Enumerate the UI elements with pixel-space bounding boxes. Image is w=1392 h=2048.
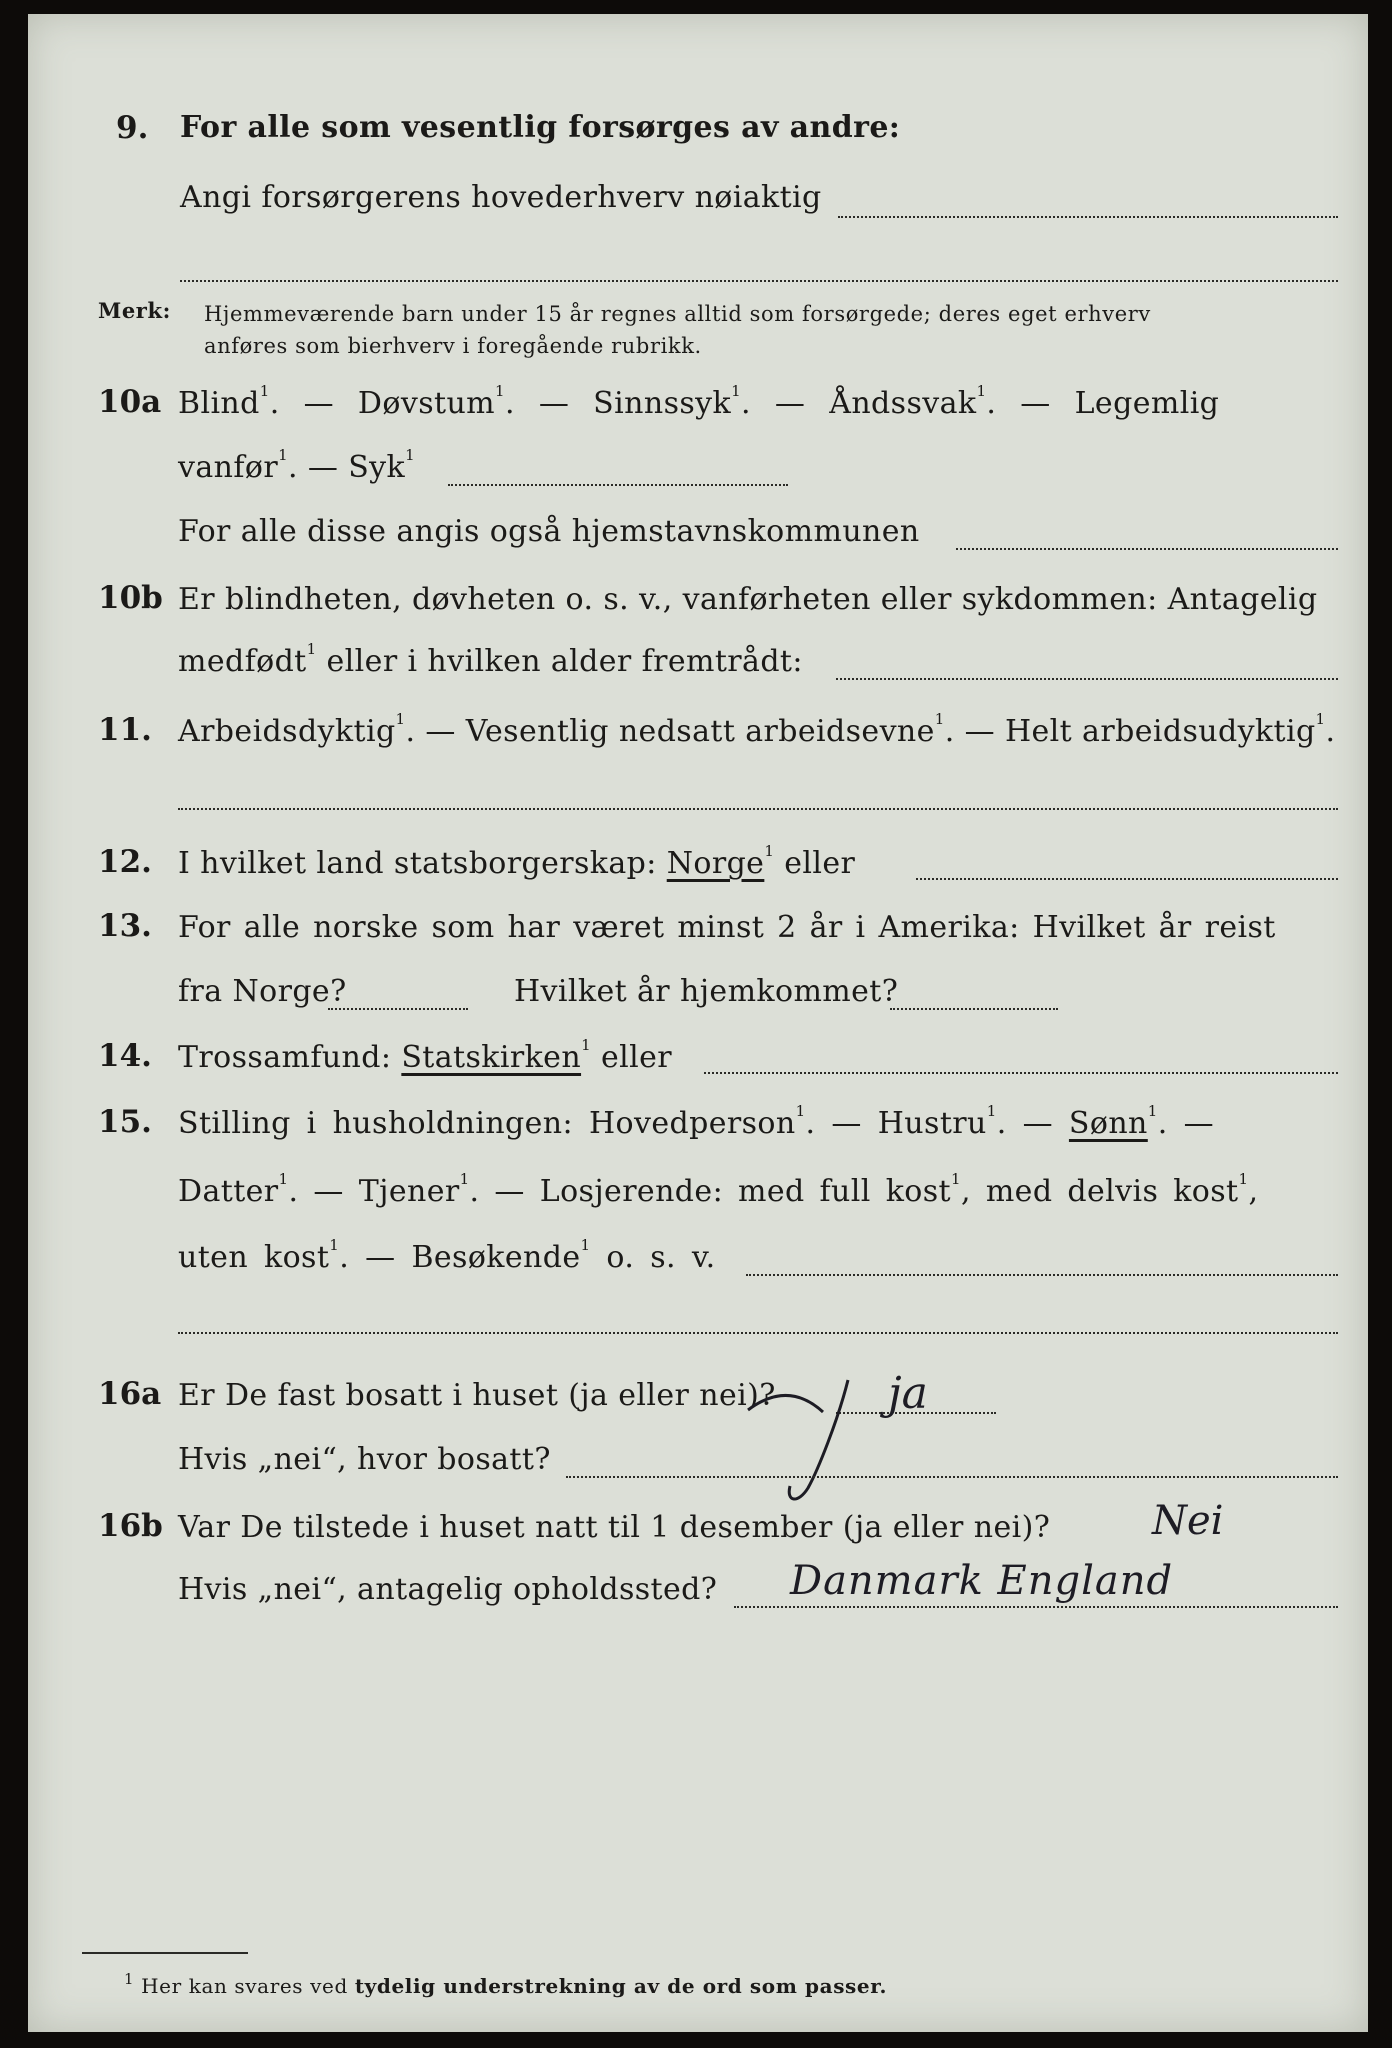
q13-line1: For alle norske som har været minst 2 år i Amerika: Hvilket år reist [178,910,1276,945]
q10a-line1: Blind$^1$. — Døvstum$^1$. — Sinnssyk$^1$. — Åndssvak$^1$. — Legemlig [178,382,1220,421]
q12-line: I hvilket land statsborgerskap: Norge$^1$ eller [178,842,856,881]
q16a-handwritten-answer: ja [888,1368,928,1419]
q10b-line1: Er blindheten, døvheten o. s. v., vanførheten eller sykdommen: Antagelig [178,582,1318,617]
q16b-handwritten-answer1: Nei [1152,1498,1224,1544]
footnote-rule [82,1952,248,1954]
q16a-number: 16a [98,1376,162,1412]
q15-answer-line [746,1274,1338,1276]
q16b-number: 16b [98,1508,163,1544]
q10b-line2: medfødt$^1$ eller i hvilken alder fremtrådt: [178,640,803,679]
q9-answer-line-2 [180,280,1338,282]
q13-number: 13. [98,908,152,944]
q9-title: For alle som vesentlig forsørges av andre: [180,110,901,145]
q16a-strike-mark [728,1370,878,1520]
q12-norge-underlined: Norge [666,846,765,881]
q14-statskirken-underlined: Statskirken [401,1040,582,1075]
q12-answer-line [916,878,1338,880]
merk-line1: Hjemmeværende barn under 15 år regnes alltid som forsørgede; deres eget erhverv [204,302,1151,326]
q10a-line2: vanfør$^1$. — Syk$^1$ [178,446,416,485]
q15-answer-line-2 [178,1332,1338,1334]
q10a-number: 10a [98,384,162,420]
q13-line2a: fra Norge? [178,974,347,1009]
q9-line: Angi forsørgerens hovederhverv nøiaktig [180,180,822,215]
q13-line2b: Hvilket år hjemkommet? [514,974,899,1009]
q12-number: 12. [98,844,152,880]
q11-answer-line [178,808,1338,810]
q16a-line1: Er De fast bosatt i huset (ja eller nei)? [178,1378,776,1413]
q10a-line3: For alle disse angis også hjemstavnskommunen [178,514,920,549]
q15-line2: Datter$^1$. — Tjener$^1$. — Losjerende: med full kost$^1$, med delvis kost$^1$, [178,1170,1259,1209]
q16b-handwritten-answer2: Danmark England [790,1558,1174,1604]
q9-number: 9. [116,110,149,146]
merk-label: Merk: [98,298,171,323]
q14-line: Trossamfund: Statskirken$^1$ eller [178,1036,672,1075]
q15-number: 15. [98,1104,152,1140]
census-form-page [28,14,1368,2032]
merk-line2: anføres som bierhverv i foregående rubrikk. [204,334,702,358]
q10a-answer-line [448,484,788,486]
q10a-kommune-line [956,548,1338,550]
q11-line: Arbeidsdyktig$^1$. — Vesentlig nedsatt arbeidsevne$^1$. — Helt arbeidsudyktig$^1$. [178,710,1336,749]
q11-number: 11. [98,712,152,748]
footnote: $^1$ Her kan svares ved tydelig understrekning av de ord som passer. [124,1970,888,1998]
q10b-answer-line [836,678,1338,680]
q14-answer-line [704,1072,1338,1074]
q16a-line2: Hvis „nei“, hvor bosatt? [178,1442,551,1477]
q14-number: 14. [98,1038,152,1074]
q16a-bosatt-line [566,1476,1338,1478]
q13-hjem-answer-line [890,1008,1058,1010]
q16a-nei: nei [699,1378,748,1413]
q15-line3: uten kost$^1$. — Besøkende$^1$ o. s. v. [178,1236,716,1275]
q16b-line1: Var De tilstede i huset natt til 1 desember (ja eller nei)? [178,1510,1051,1545]
q10b-number: 10b [98,580,163,616]
q15-line1: Stilling i husholdningen: Hovedperson$^1$. — Hustru$^1$. — Sønn$^1$. — [178,1102,1215,1141]
q15-sonn-underlined: Sønn [1068,1106,1148,1141]
q16b-answer-line [734,1606,1338,1608]
q16b-line2: Hvis „nei“, antagelig opholdssted? [178,1572,718,1607]
q9-answer-line [838,216,1338,218]
q13-reist-answer-line [328,1008,468,1010]
